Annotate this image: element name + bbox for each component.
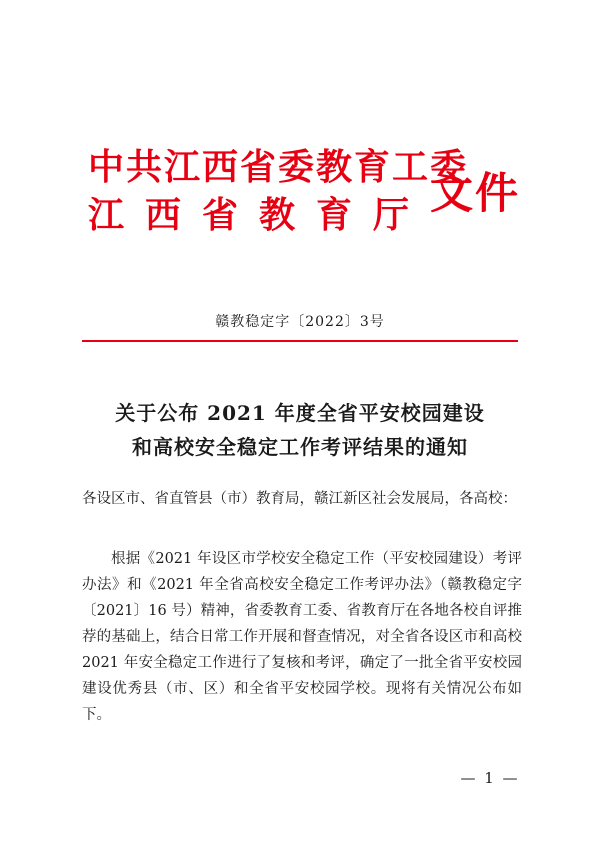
- addressee-line: 各设区市、省直管县（市）教育局，赣江新区社会发展局，各高校：: [82, 491, 517, 507]
- issuing-org-line-2: 江西省教育厅: [88, 195, 431, 236]
- issuing-org-line-1: 中共江西省委教育工委: [88, 147, 469, 188]
- red-divider-line: [82, 340, 518, 342]
- document-type-label: 文件: [430, 169, 520, 219]
- body-paragraph: 根据《2021 年设区市学校安全稳定工作（平安校园建设）考评办法》和《2021 年全省高校安全稳定工作考评办法》（赣教稳定字〔2021〕16 号）精神，省委教育工委、省教育厅在各地各校自评推荐的基础上，结合日常工作开展和督查情况，对全省各设区市和高校 2021 年安全稳定工作进行了复核和考评，确定了一批全省平安校园建设优秀县（市、区）和全省平安校园学校。现将有关情况公布如下。: [82, 551, 522, 723]
- document-title: [0, 396, 600, 464]
- document-title-line-1: 关于公布 2021 年度全省平安校园建设: [115, 401, 485, 425]
- page-number: — 1 —: [460, 769, 520, 787]
- document-number: 赣教稳定字〔2022〕3号: [215, 314, 385, 330]
- document-title-line-2: 和高校安全稳定工作考评结果的通知: [132, 435, 468, 459]
